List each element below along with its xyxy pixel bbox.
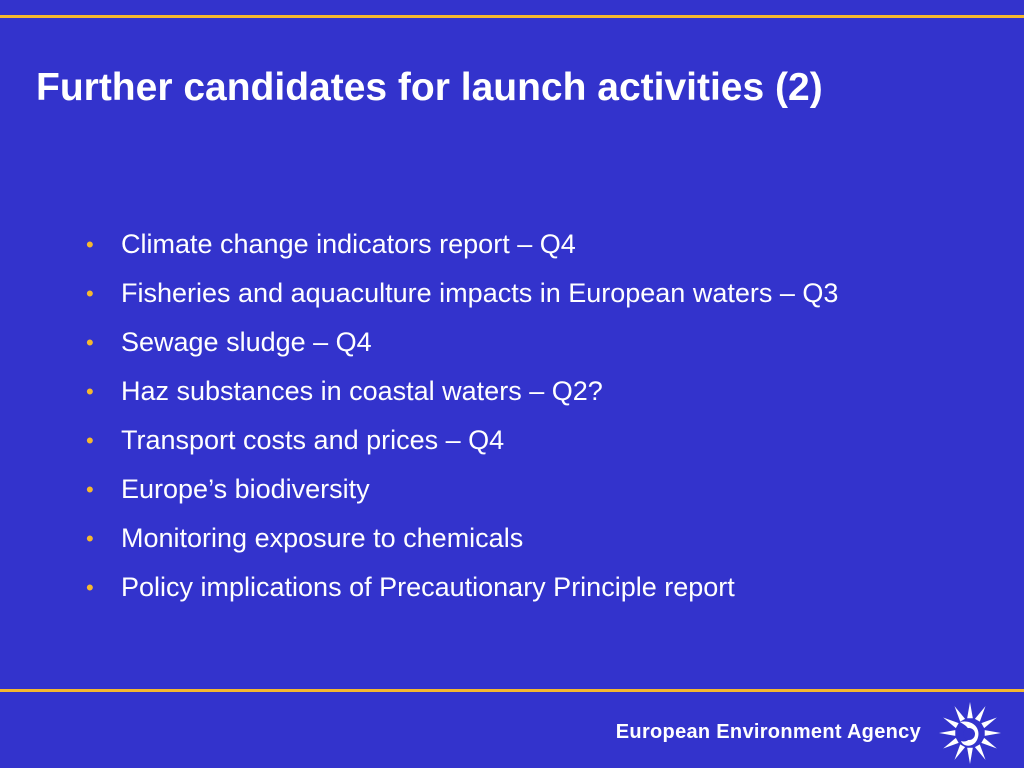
list-item-text: Transport costs and prices – Q4 <box>121 425 505 455</box>
list-item-text: Haz substances in coastal waters – Q2? <box>121 376 603 406</box>
list-item-text: Europe’s biodiversity <box>121 474 370 504</box>
bullet-icon: • <box>86 428 94 453</box>
list-item <box>86 228 906 261</box>
bullet-icon: • <box>86 379 94 404</box>
logo-ray <box>967 702 973 718</box>
logo-ray <box>975 744 986 760</box>
list-item-text: Fisheries and aquaculture impacts in European waters – Q3 <box>121 278 839 308</box>
eea-sun-logo-icon <box>937 700 1003 766</box>
list-item <box>86 326 906 359</box>
bullet-icon: • <box>86 281 94 306</box>
logo-ray <box>955 706 966 722</box>
organization-name: European Environment Agency <box>615 721 921 743</box>
list-item-text: Monitoring exposure to chemicals <box>121 523 524 553</box>
logo-ray <box>943 738 959 749</box>
list-item-text: Climate change indicators report – Q4 <box>121 229 576 259</box>
list-item <box>86 424 906 457</box>
logo-ray <box>985 730 1001 736</box>
top-divider <box>0 15 1024 18</box>
list-item <box>86 375 906 408</box>
list-item <box>86 473 906 506</box>
logo-ray <box>955 744 966 760</box>
bullet-icon: • <box>86 232 94 257</box>
slide-title: Further candidates for launch activities (2) <box>36 66 823 109</box>
bullet-list <box>86 228 906 620</box>
bullet-icon: • <box>86 477 94 502</box>
bullet-icon: • <box>86 330 94 355</box>
logo-ray <box>981 738 997 749</box>
bullet-icon: • <box>86 526 94 551</box>
logo-ray <box>975 706 986 722</box>
bottom-divider <box>0 689 1024 692</box>
logo-ray <box>939 730 955 736</box>
logo-ray <box>943 718 959 729</box>
list-item <box>86 277 906 310</box>
list-item-text: Sewage sludge – Q4 <box>121 327 372 357</box>
logo-ray <box>967 748 973 764</box>
logo-ray <box>981 718 997 729</box>
list-item <box>86 571 906 604</box>
list-item-text: Policy implications of Precautionary Principle report <box>121 572 735 602</box>
bullet-icon: • <box>86 575 94 600</box>
list-item <box>86 522 906 555</box>
